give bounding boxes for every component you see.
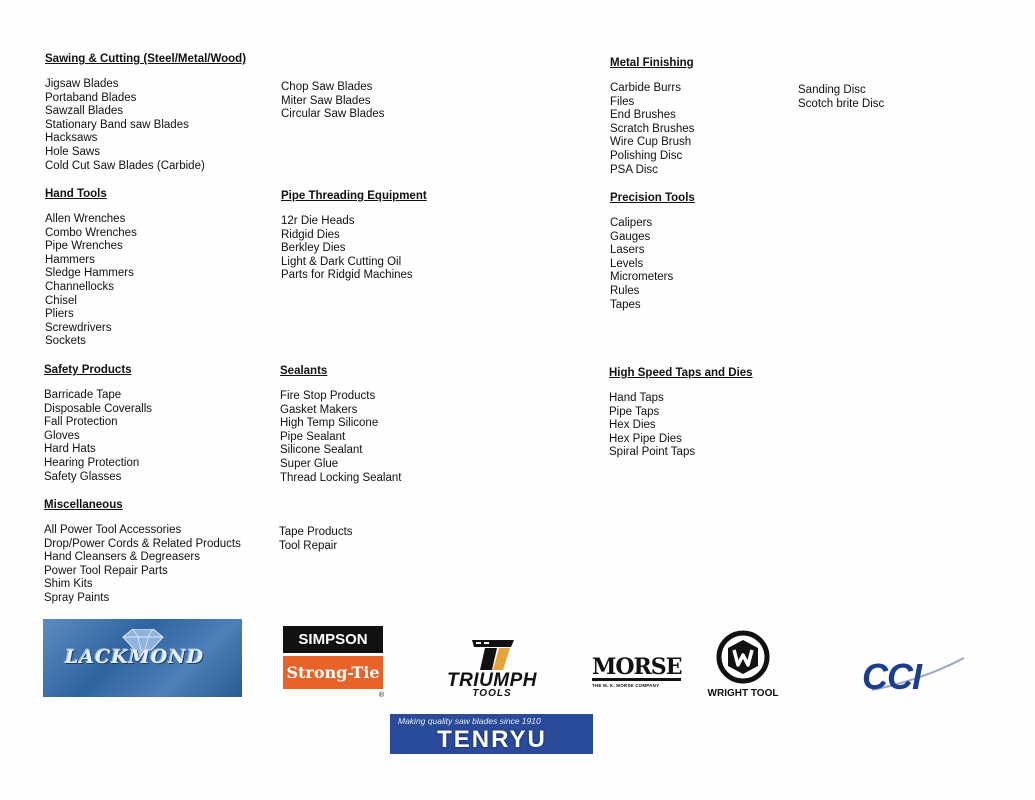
list-item: Drop/Power Cords & Related Products	[44, 537, 241, 550]
list-item: Polishing Disc	[610, 149, 683, 162]
list-item: End Brushes	[610, 109, 676, 122]
wright-tool-logo	[700, 630, 786, 700]
list-item: 12r Die Heads	[281, 215, 355, 227]
list-item: High Temp Silicone	[280, 417, 379, 430]
section-taps-dies	[609, 366, 753, 460]
list-item: Circular Saw Blades	[281, 108, 385, 121]
wright-tool-wordmark: WRIGHT TOOL	[707, 688, 779, 699]
list-item: Spiral Point Taps	[609, 446, 696, 459]
list-item: Shim Kits	[44, 578, 93, 591]
list-item: Pipe Taps	[609, 405, 660, 418]
triumph-wordmark: TRIUMPH	[446, 670, 538, 691]
list-item: Safety Glasses	[44, 470, 122, 483]
section-miscellaneous	[44, 498, 241, 606]
section-sawing-cutting	[45, 52, 246, 173]
section-hand-tools	[45, 187, 137, 349]
section-pipe-threading	[281, 189, 427, 283]
list-item: Barricade Tape	[44, 389, 122, 401]
registered-mark: ®	[378, 692, 384, 699]
cci-wordmark: CCI	[862, 656, 921, 697]
section-title: Sawing & Cutting (Steel/Metal/Wood)	[45, 53, 247, 65]
list-item: Rules	[610, 284, 640, 297]
item-list	[280, 390, 401, 485]
list-item: Cold Cut Saw Blades (Carbide)	[45, 159, 205, 172]
list-item: Spray Paints	[44, 591, 110, 604]
section-metal-finishing	[610, 56, 694, 177]
section-title: Sealants	[280, 365, 328, 377]
section-sealants	[280, 364, 401, 485]
list-item: Micrometers	[610, 271, 674, 284]
lackmond-logo	[43, 619, 242, 697]
item-list	[44, 389, 152, 484]
list-item: Parts for Ridgid Machines	[281, 269, 413, 282]
list-item: Screwdrivers	[45, 321, 112, 334]
item-list	[798, 84, 884, 111]
item-list	[279, 526, 353, 553]
section-miscellaneous-col2	[279, 526, 353, 553]
section-title: Pipe Threading Equipment	[281, 190, 427, 202]
section-title: High Speed Taps and Dies	[609, 367, 753, 379]
triumph-t-icon	[470, 640, 516, 670]
list-item: Hole Saws	[45, 145, 100, 158]
list-item: Combo Wrenches	[45, 226, 137, 239]
section-sawing-cutting-col2	[281, 81, 385, 122]
lackmond-wordmark: LACKMOND	[65, 646, 205, 668]
item-list	[281, 81, 385, 122]
list-item: Tapes	[610, 298, 641, 311]
list-item: Disposable Coveralls	[44, 402, 153, 415]
list-item: Light & Dark Cutting Oil	[281, 255, 402, 268]
item-list	[45, 213, 137, 349]
list-item: Pipe Sealant	[280, 430, 346, 443]
list-item: Files	[610, 95, 635, 108]
list-item: Hand Cleansers & Degreasers	[44, 551, 200, 564]
list-item: Gauges	[610, 230, 651, 243]
list-item: Hard Hats	[44, 443, 96, 456]
list-item: Calipers	[610, 217, 653, 229]
section-precision-tools	[610, 191, 695, 312]
list-item: Sockets	[45, 335, 86, 348]
list-item: Ridgid Dies	[281, 228, 340, 241]
list-item: Gasket Makers	[280, 403, 358, 416]
section-metal-finishing-col2	[798, 84, 884, 111]
item-list	[44, 524, 241, 606]
strong-tie-wordmark: Strong-Tie	[283, 656, 383, 689]
list-item: Pliers	[45, 308, 74, 321]
list-item: Carbide Burrs	[610, 82, 681, 94]
list-item: Hex Dies	[609, 419, 656, 432]
section-title: Metal Finishing	[610, 57, 694, 69]
list-item: Stationary Band saw Blades	[45, 118, 189, 131]
section-title: Safety Products	[44, 364, 132, 376]
morse-logo	[592, 654, 682, 690]
section-safety-products	[44, 363, 152, 484]
list-item: Fall Protection	[44, 416, 118, 429]
list-item: Miter Saw Blades	[281, 94, 371, 107]
list-item: Allen Wrenches	[45, 213, 126, 225]
wright-w-icon	[716, 630, 770, 684]
list-item: Levels	[610, 257, 644, 270]
simpson-strong-tie-logo	[283, 626, 384, 699]
item-list	[610, 217, 695, 312]
morse-wordmark: MORSE	[592, 654, 682, 680]
list-item: Tool Repair	[279, 539, 338, 552]
list-item: Sledge Hammers	[45, 267, 134, 280]
list-item: Hacksaws	[45, 132, 98, 145]
item-list	[609, 392, 753, 460]
list-item: Fire Stop Products	[280, 390, 376, 402]
list-item: Chop Saw Blades	[281, 81, 373, 93]
tenryu-wordmark: TENRYU	[437, 726, 547, 753]
simpson-wordmark: SIMPSON	[283, 626, 383, 653]
list-item: Super Glue	[280, 457, 339, 470]
cci-logo	[852, 650, 972, 700]
list-item: Jigsaw Blades	[45, 78, 119, 90]
section-title: Miscellaneous	[44, 499, 123, 511]
item-list	[281, 215, 427, 283]
list-item: Channellocks	[45, 280, 115, 293]
list-item: Chisel	[45, 294, 77, 307]
morse-company-sub: THE M. K. MORSE COMPANY	[592, 683, 660, 688]
list-item: Thread Locking Sealant	[280, 471, 402, 484]
list-item: Lasers	[610, 244, 645, 257]
list-item: Hand Taps	[609, 392, 664, 404]
list-item: Sawzall Blades	[45, 105, 123, 118]
list-item: Sanding Disc	[798, 84, 866, 96]
list-item: Hex Pipe Dies	[609, 432, 682, 445]
list-item: Hearing Protection	[44, 456, 140, 469]
list-item: Scratch Brushes	[610, 122, 695, 135]
tenryu-tagline: Making quality saw blades since 1910	[398, 716, 541, 726]
section-title: Hand Tools	[45, 188, 107, 200]
list-item: Scotch brite Disc	[798, 97, 885, 110]
list-item: Tape Products	[279, 526, 353, 538]
list-item: Pipe Wrenches	[45, 240, 123, 253]
list-item: PSA Disc	[610, 163, 658, 176]
list-item: Wire Cup Brush	[610, 136, 692, 149]
item-list	[45, 78, 246, 173]
triumph-tools-logo	[438, 640, 548, 700]
list-item: Silicone Sealant	[280, 444, 363, 457]
list-item: Gloves	[44, 429, 80, 442]
section-title: Precision Tools	[610, 192, 695, 204]
triumph-tools-sub: TOOLS	[472, 688, 512, 699]
list-item: Portaband Blades	[45, 91, 137, 104]
tenryu-logo	[390, 714, 593, 754]
list-item: Power Tool Repair Parts	[44, 564, 168, 577]
item-list	[610, 82, 694, 177]
list-item: All Power Tool Accessories	[44, 524, 182, 536]
list-item: Berkley Dies	[281, 242, 346, 255]
list-item: Hammers	[45, 253, 95, 266]
